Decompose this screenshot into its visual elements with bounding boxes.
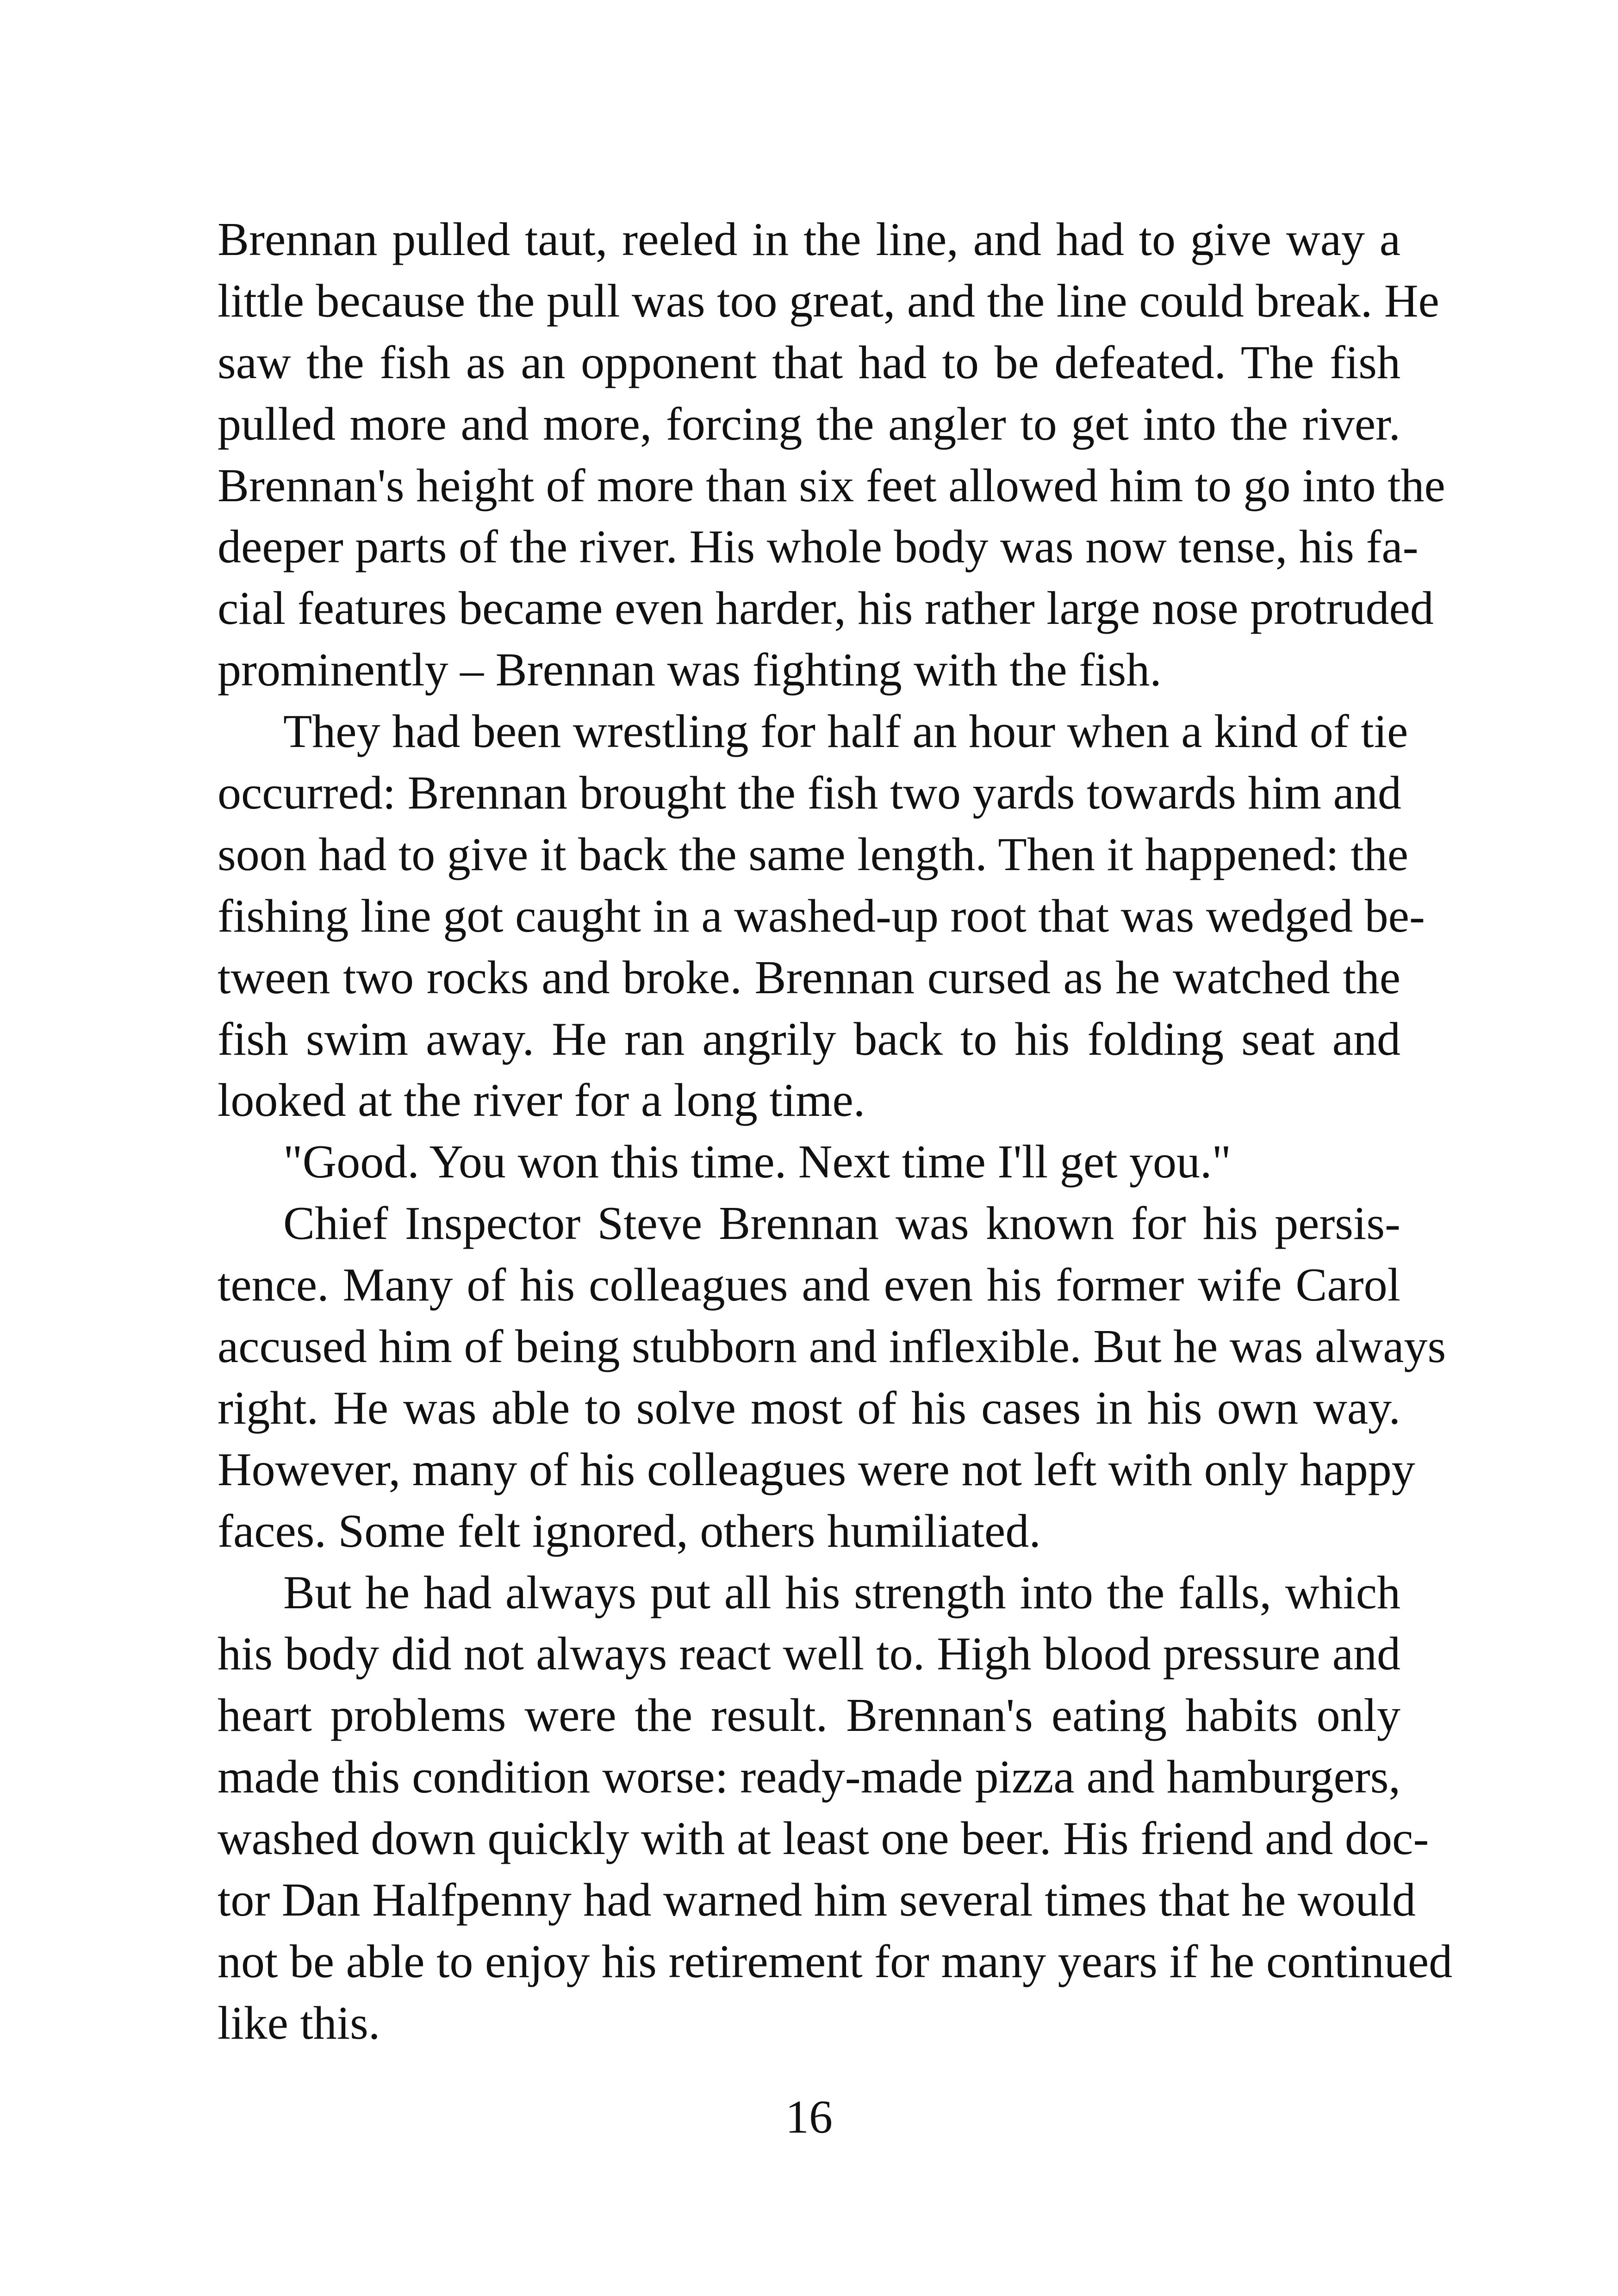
text-line: Brennan pulled taut, reeled in the line, and had to give way a (218, 213, 1400, 266)
text-line: washed down quickly with at least one beer. His friend and doc- (218, 1812, 1429, 1865)
text-line: not be able to enjoy his retirement for many years if he continued (218, 1935, 1453, 1988)
text-line: tween two rocks and broke. Brennan cursed as he watched the (218, 951, 1400, 1004)
text-line: right. He was able to solve most of his cases in his own way. (218, 1381, 1400, 1434)
text-line: faces. Some felt ignored, others humiliated. (218, 1505, 1041, 1557)
page-number: 16 (785, 2091, 833, 2143)
text-line: cial features became even harder, his rather large nose protruded (218, 582, 1434, 635)
text-line: However, many of his colleagues were not left with only happy (218, 1443, 1415, 1496)
text-line: tence. Many of his colleagues and even his former wife Carol (218, 1259, 1400, 1312)
text-line: made this condition worse: ready-made pizza and hamburgers, (218, 1751, 1400, 1804)
text-line: saw the fish as an opponent that had to be defeated. The fish (218, 336, 1400, 389)
text-line: accused him of being stubborn and inflexible. But he was always (218, 1320, 1446, 1373)
text-line: pulled more and more, forcing the angler to get into the river. (218, 398, 1400, 450)
text-line: soon had to give it back the same length. Then it happened: the (218, 828, 1408, 881)
text-line: fish swim away. He ran angrily back to his folding seat and (218, 1013, 1400, 1065)
text-line: Chief Inspector Steve Brennan was known for his persis- (283, 1197, 1400, 1250)
text-line: occurred: Brennan brought the fish two yards towards him and (218, 767, 1401, 820)
text-line: prominently – Brennan was fighting with the fish. (218, 644, 1162, 697)
text-line: heart problems were the result. Brennan's eating habits only (218, 1689, 1400, 1742)
text-line: They had been wrestling for half an hour when a kind of tie (283, 705, 1408, 758)
text-line: looked at the river for a long time. (218, 1074, 865, 1127)
text-line: deeper parts of the river. His whole body was now tense, his fa- (218, 521, 1419, 573)
text-line: "Good. You won this time. Next time I'll get you." (283, 1136, 1232, 1188)
body-text (218, 209, 1453, 2054)
text-line: Brennan's height of more than six feet allowed him to go into the (218, 459, 1445, 512)
text-line: But he had always put all his strength into the falls, which (283, 1566, 1400, 1619)
text-line: tor Dan Halfpenny had warned him several times that he would (218, 1874, 1416, 1927)
text-line: like this. (218, 1997, 380, 2049)
text-line: little because the pull was too great, and the line could break. He (218, 274, 1439, 327)
text-line: his body did not always react well to. High blood pressure and (218, 1628, 1400, 1680)
text-line: fishing line got caught in a washed-up root that was wedged be- (218, 890, 1425, 942)
